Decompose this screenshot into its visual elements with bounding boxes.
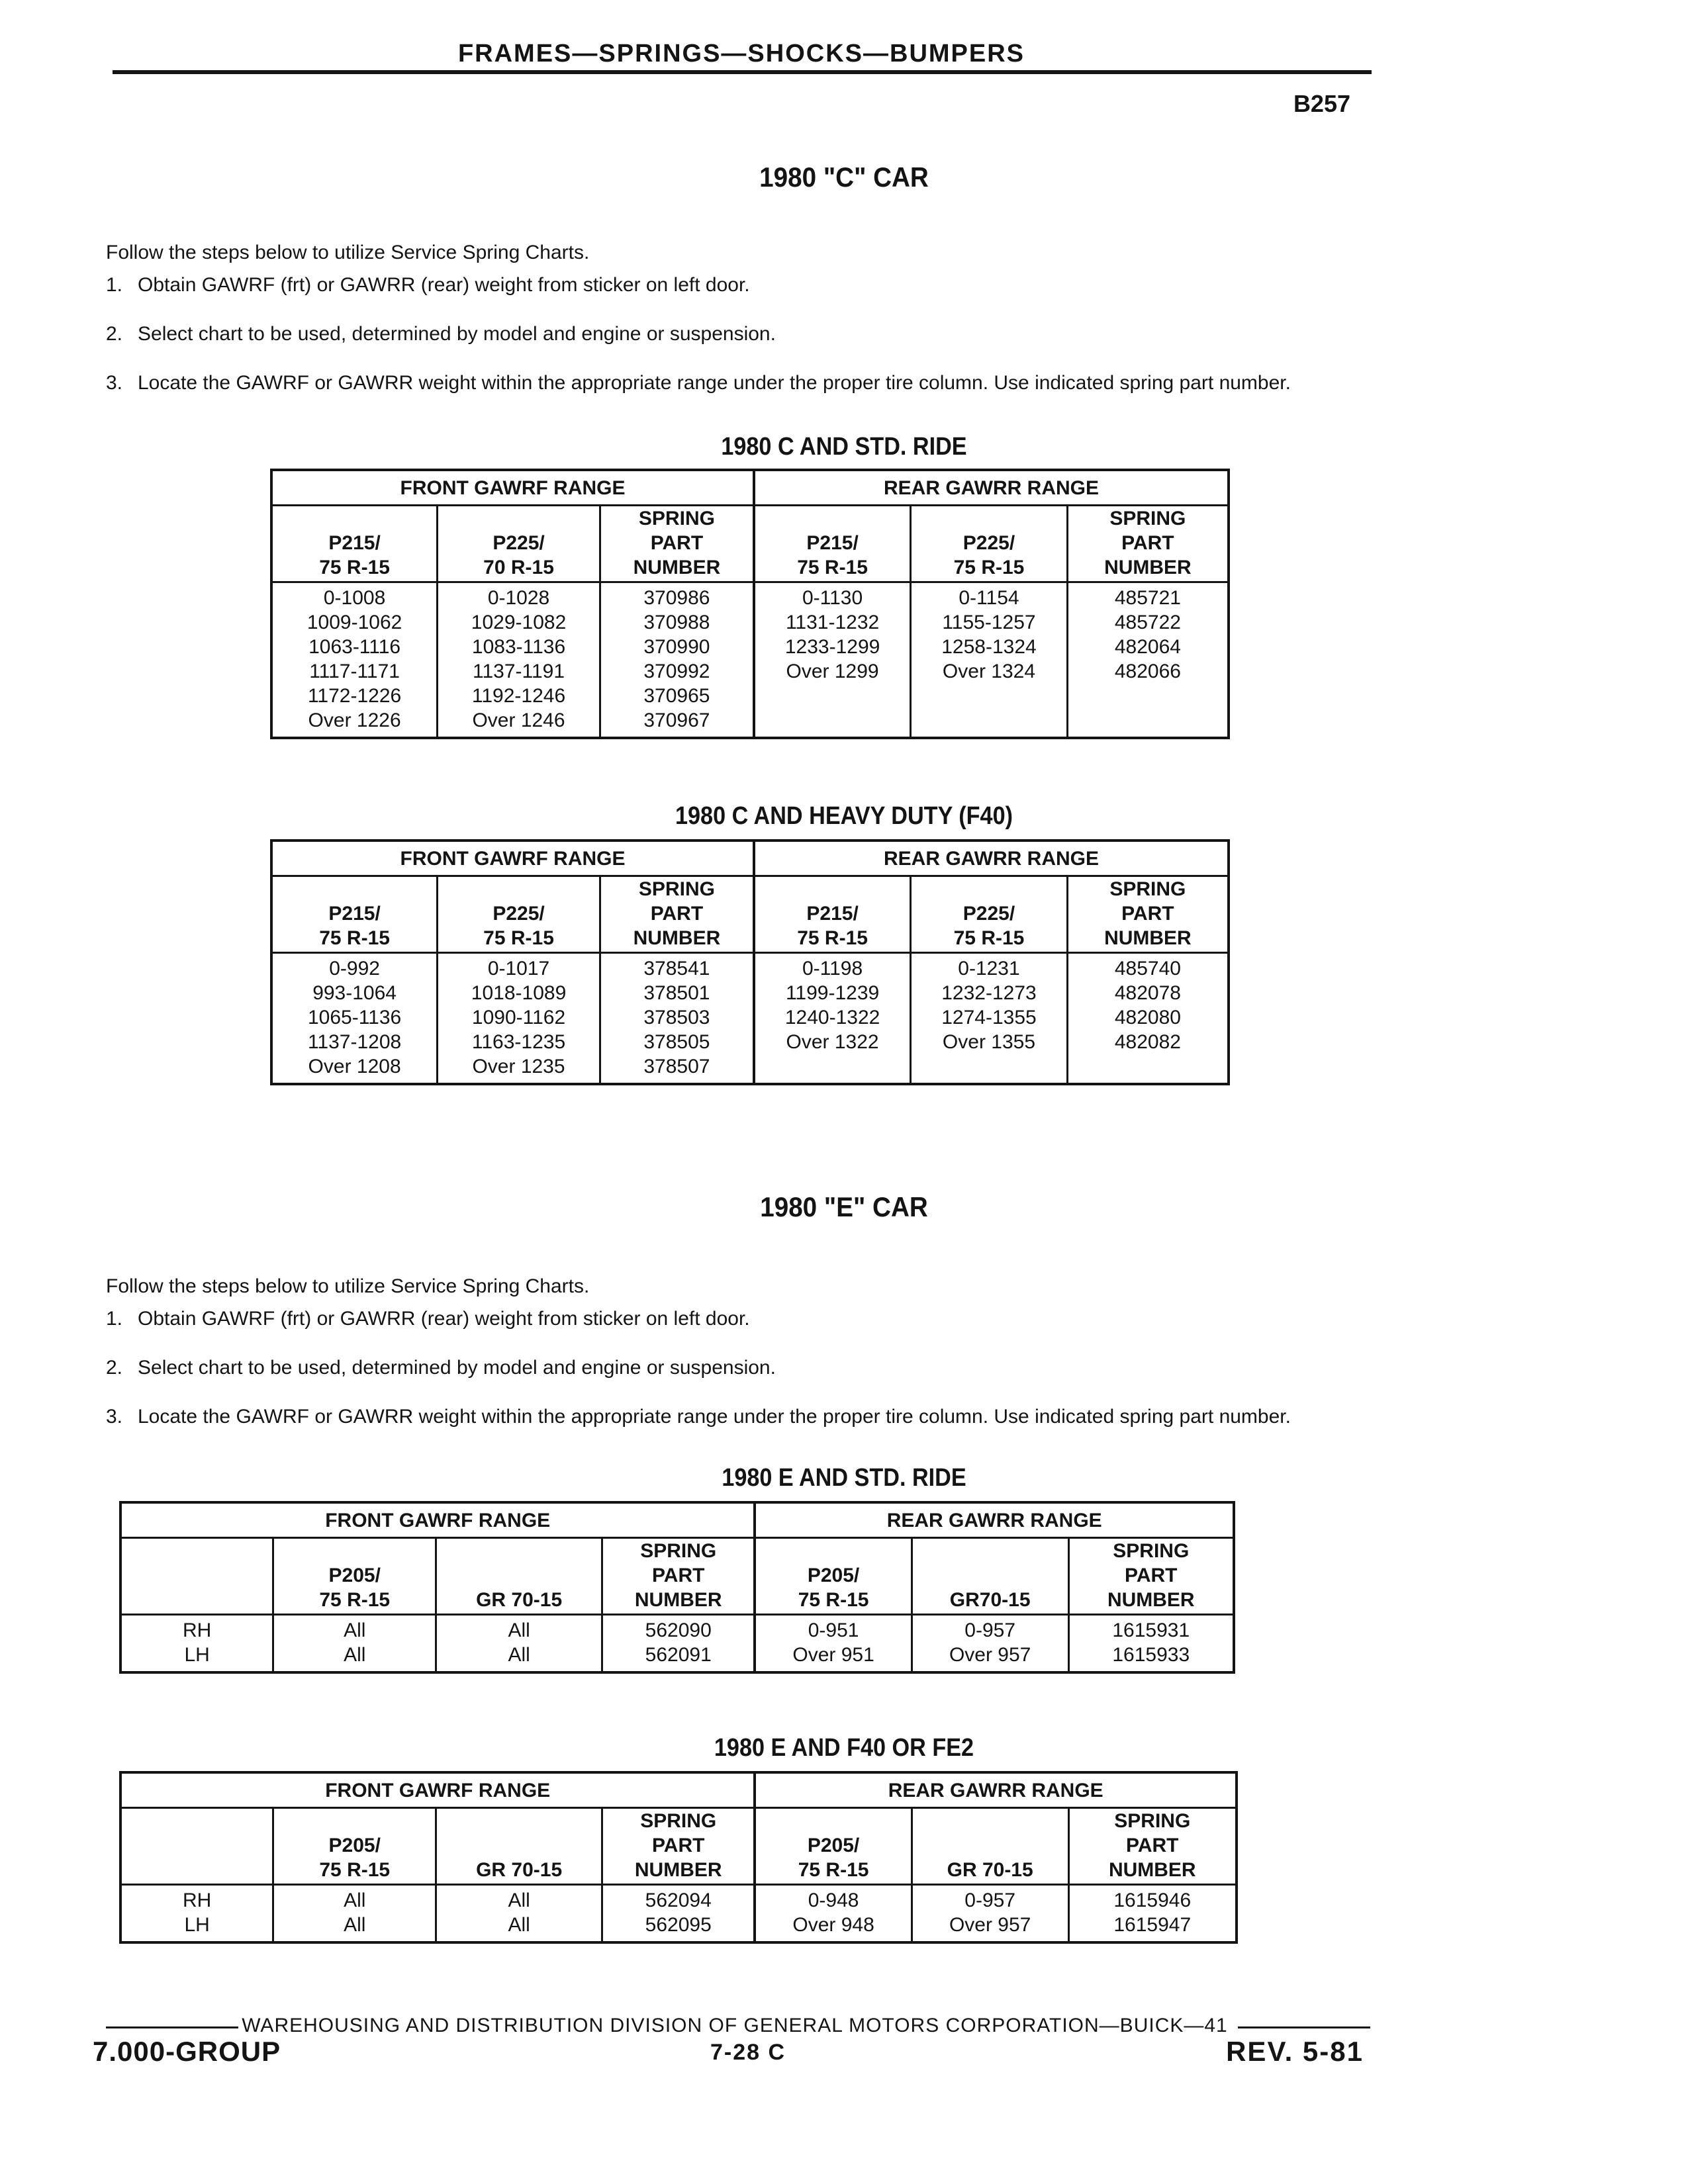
page-code: B257 xyxy=(1293,90,1350,117)
rear-tire-2-ranges: 0-957 Over 957 xyxy=(912,1615,1068,1673)
rear-range-header: REAR GAWRR RANGE xyxy=(754,841,1229,876)
column-header-front-tire-2: P225/ 70 R-15 xyxy=(438,506,600,582)
footer-revision: REV. 5-81 xyxy=(1226,2036,1364,2067)
section-title-c-car: 1980 "C" CAR xyxy=(759,161,929,193)
spring-chart-e-std-ride xyxy=(119,1501,1235,1674)
column-header-front-spring-part: SPRING PART NUMBER xyxy=(602,1808,755,1885)
rear-tire-1-ranges: 0-1130 1131-1232 1233-1299 Over 1299 xyxy=(754,582,911,739)
page-header-title: FRAMES—SPRINGS—SHOCKS—BUMPERS xyxy=(457,40,1025,68)
column-header-front-tire-2: P225/ 75 R-15 xyxy=(438,876,600,953)
front-spring-part-numbers: 378541 378501 378503 378505 378507 xyxy=(600,953,754,1085)
rear-range-header: REAR GAWRR RANGE xyxy=(755,1772,1237,1808)
column-header-rear-tire-1: P215/ 75 R-15 xyxy=(754,876,911,953)
front-tire-1-ranges: All All xyxy=(273,1615,436,1673)
column-header-rear-spring-part: SPRING PART NUMBER xyxy=(1068,1808,1237,1885)
column-header-front-spring-part: SPRING PART NUMBER xyxy=(602,1538,755,1615)
footer-page-number: 7-28 C xyxy=(710,2040,786,2065)
spring-chart-c-heavy-duty xyxy=(270,839,1230,1085)
front-tire-1-ranges: All All xyxy=(273,1885,436,1943)
table-title-c-std-ride: 1980 C AND STD. RIDE xyxy=(721,433,967,461)
step-number: 2. xyxy=(106,323,123,345)
column-header-rear-spring-part: SPRING PART NUMBER xyxy=(1067,506,1229,582)
front-tire-2-ranges: All All xyxy=(436,1885,602,1943)
column-header-rear-tire-2: GR 70-15 xyxy=(912,1808,1068,1885)
step-number: 1. xyxy=(106,274,123,296)
column-header-front-spring-part: SPRING PART NUMBER xyxy=(600,876,754,953)
column-header-rear-spring-part: SPRING PART NUMBER xyxy=(1068,1538,1234,1615)
instruction-step-e-2 xyxy=(106,1355,1430,1381)
column-header-front-tire-1: P205/ 75 R-15 xyxy=(273,1538,436,1615)
rear-tire-1-ranges: 0-1198 1199-1239 1240-1322 Over 1322 xyxy=(754,953,911,1085)
column-header-rear-tire-1: P205/ 75 R-15 xyxy=(755,1538,912,1615)
instruction-step-e-1 xyxy=(106,1306,1430,1332)
front-spring-part-numbers: 562094 562095 xyxy=(602,1885,755,1943)
instruction-step-e-3 xyxy=(106,1404,1430,1430)
footer-group: 7.000-GROUP xyxy=(93,2036,281,2067)
step-text: Obtain GAWRF (frt) or GAWRR (rear) weight from sticker on left door. xyxy=(138,274,750,296)
step-text: Select chart to be used, determined by model and engine or suspension. xyxy=(138,1357,776,1379)
column-header-rear-tire-1: P205/ 75 R-15 xyxy=(755,1808,912,1885)
spring-chart-c-std-ride xyxy=(270,469,1230,739)
column-header-rear-tire-2: P225/ 75 R-15 xyxy=(911,506,1068,582)
front-tire-2-ranges: 0-1028 1029-1082 1083-1136 1137-1191 1192-1246 Over 1246 xyxy=(438,582,600,739)
column-header-front-tire-2: GR 70-15 xyxy=(436,1808,602,1885)
front-tire-1-ranges: 0-1008 1009-1062 1063-1116 1117-1171 1172-1226 Over 1226 xyxy=(306,587,402,731)
column-header-front-tire-1: P205/ 75 R-15 xyxy=(273,1808,436,1885)
column-header-rear-spring-part: SPRING PART NUMBER xyxy=(1067,876,1229,953)
front-range-header: FRONT GAWRF RANGE xyxy=(120,1772,755,1808)
rear-tire-1-ranges: 0-951 Over 951 xyxy=(755,1615,912,1673)
column-header-rear-tire-2: P225/ 75 R-15 xyxy=(911,876,1068,953)
column-header-rear-tire-2: GR70-15 xyxy=(912,1538,1068,1615)
step-number: 3. xyxy=(106,1406,123,1428)
front-tire-1-ranges: 0-992 993-1064 1065-1136 1137-1208 Over 1208 xyxy=(307,958,402,1077)
spring-chart-e-f40-fe2 xyxy=(119,1771,1238,1944)
section-title-e-car: 1980 "E" CAR xyxy=(760,1191,928,1222)
front-tire-2-ranges: All All xyxy=(436,1615,602,1673)
column-header-side xyxy=(120,1808,273,1885)
column-header-front-tire-1: P215/ 75 R-15 xyxy=(271,876,438,953)
front-range-header: FRONT GAWRF RANGE xyxy=(271,841,754,876)
instruction-step-c-2 xyxy=(106,322,1430,347)
rear-spring-part-numbers: 1615946 1615947 xyxy=(1068,1885,1237,1943)
instructions-intro-c: Follow the steps below to utilize Service Spring Charts. xyxy=(106,242,590,263)
rear-tire-2-ranges: 0-1231 1232-1273 1274-1355 Over 1355 xyxy=(911,953,1068,1085)
rear-range-header: REAR GAWRR RANGE xyxy=(755,1502,1234,1538)
column-header-front-spring-part: SPRING PART NUMBER xyxy=(600,506,754,582)
instruction-step-c-3 xyxy=(106,371,1430,396)
step-number: 1. xyxy=(106,1308,123,1330)
side-labels: RH LH xyxy=(182,1619,212,1666)
rear-spring-part-numbers: 485721 485722 482064 482066 xyxy=(1067,582,1229,739)
front-tire-2-ranges: 0-1017 1018-1089 1090-1162 1163-1235 Over 1235 xyxy=(438,953,600,1085)
front-range-header: FRONT GAWRF RANGE xyxy=(271,470,754,506)
instruction-step-c-1 xyxy=(106,273,1430,298)
table-title-e-std-ride: 1980 E AND STD. RIDE xyxy=(722,1464,966,1492)
step-text: Obtain GAWRF (frt) or GAWRR (rear) weight from sticker on left door. xyxy=(138,1308,750,1330)
column-header-rear-tire-1: P215/ 75 R-15 xyxy=(754,506,911,582)
side-labels: RH LH xyxy=(182,1889,212,1936)
rear-spring-part-numbers: 1615931 1615933 xyxy=(1068,1615,1234,1673)
rear-tire-2-ranges: 0-957 Over 957 xyxy=(912,1885,1068,1943)
rear-spring-part-numbers: 485740 482078 482080 482082 xyxy=(1067,953,1229,1085)
column-header-front-tire-2: GR 70-15 xyxy=(436,1538,602,1615)
front-range-header: FRONT GAWRF RANGE xyxy=(120,1502,755,1538)
rear-range-header: REAR GAWRR RANGE xyxy=(754,470,1229,506)
step-text: Locate the GAWRF or GAWRR weight within the appropriate range under the proper tire column. Use indicated spring part number. xyxy=(138,1406,1291,1428)
step-number: 2. xyxy=(106,1357,123,1379)
header-rule xyxy=(113,70,1372,74)
step-number: 3. xyxy=(106,372,123,394)
front-spring-part-numbers: 562090 562091 xyxy=(602,1615,755,1673)
front-spring-part-numbers: 370986 370988 370990 370992 370965 370967 xyxy=(600,582,754,739)
step-text: Select chart to be used, determined by model and engine or suspension. xyxy=(138,323,776,345)
column-header-side xyxy=(120,1538,273,1615)
table-title-c-heavy-duty: 1980 C AND HEAVY DUTY (F40) xyxy=(675,802,1013,830)
instructions-intro-e: Follow the steps below to utilize Service Spring Charts. xyxy=(106,1275,590,1297)
footer-division-line: WAREHOUSING AND DISTRIBUTION DIVISION OF GENERAL MOTORS CORPORATION—BUICK—41 xyxy=(242,2015,1228,2036)
column-header-front-tire-1: P215/ 75 R-15 xyxy=(271,506,438,582)
rear-tire-1-ranges: 0-948 Over 948 xyxy=(755,1885,912,1943)
step-text: Locate the GAWRF or GAWRR weight within the appropriate range under the proper tire column. Use indicated spring part number. xyxy=(138,372,1291,394)
table-title-e-f40-fe2: 1980 E AND F40 OR FE2 xyxy=(714,1734,974,1762)
rear-tire-2-ranges: 0-1154 1155-1257 1258-1324 Over 1324 xyxy=(911,582,1068,739)
